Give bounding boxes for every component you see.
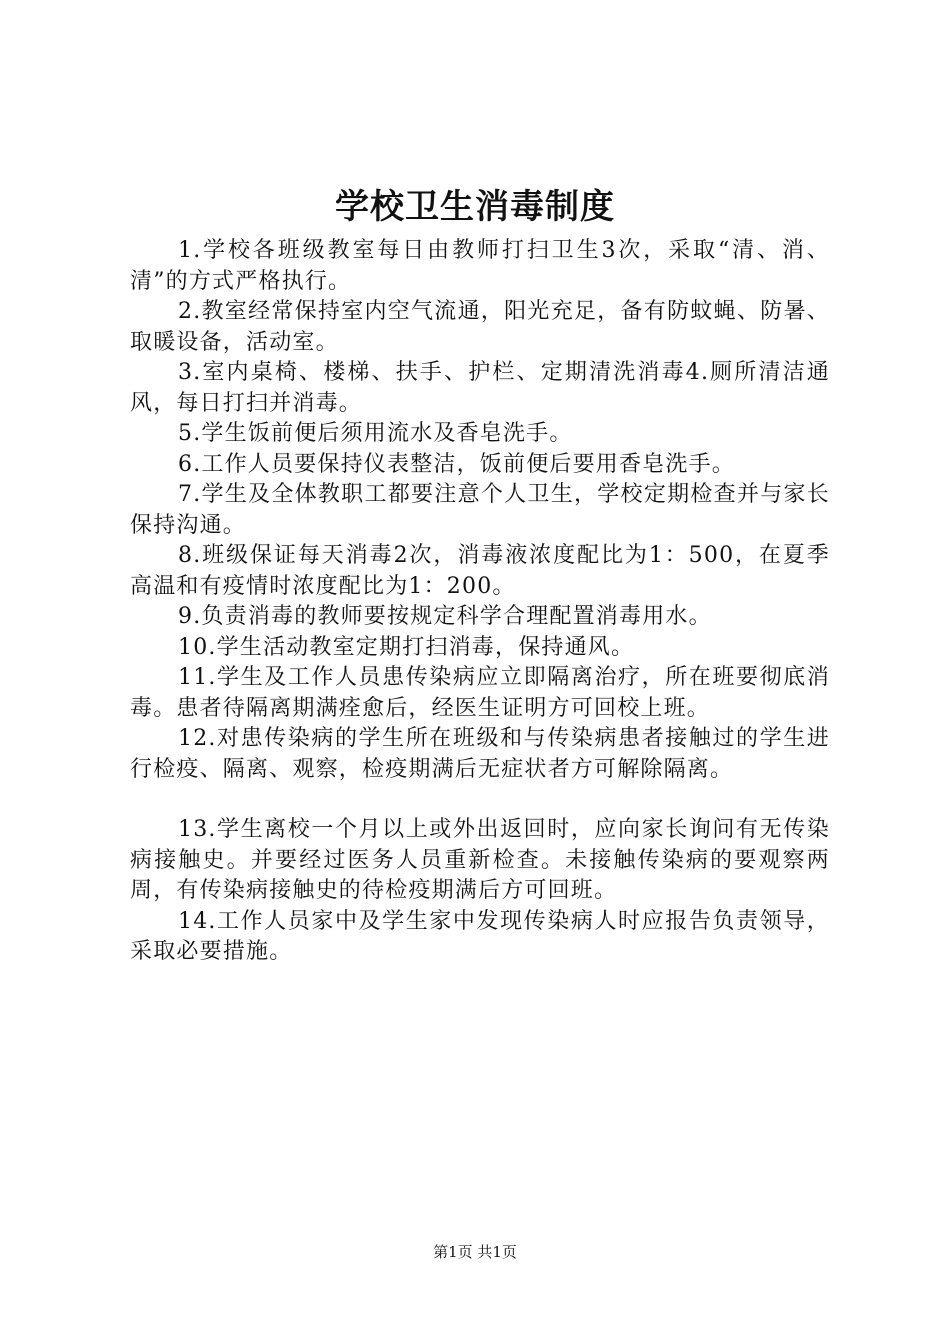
paragraph-8: 8.班级保证每天消毒2次，消毒液浓度配比为1：500，在夏季高温和有疫情时浓度配比为1：200。 xyxy=(130,543,830,599)
paragraph-6: 6.工作人员要保持仪表整洁，饭前便后要用香皂洗手。 xyxy=(178,451,735,477)
document-title: 学校卫生消毒制度 xyxy=(335,187,615,227)
paragraph-13: 13.学生离校一个月以上或外出返回时，应向家长询问有无传染病接触史。并要经过医务人员重新检查。未接触传染病的要观察两周，有传染病接触史的待检疫期满后方可回班。 xyxy=(130,817,830,903)
page-footer: 第1页 共1页 xyxy=(433,1243,517,1261)
paragraph-7: 7.学生及全体教职工都要注意个人卫生，学校定期检查并与家长保持沟通。 xyxy=(130,482,830,538)
paragraph-11: 11.学生及工作人员患传染病应立即隔离治疗，所在班要彻底消毒。患者待隔离期满痊愈后，经医生证明方可回校上班。 xyxy=(130,665,830,721)
paragraph-1: 1.学校各班级教室每日由教师打扫卫生3次，采取“清、消、清”的方式严格执行。 xyxy=(130,238,830,294)
paragraph-5: 5.学生饭前便后须用流水及香皂洗手。 xyxy=(178,421,573,446)
paragraph-3: 3.室内桌椅、楼梯、扶手、护栏、定期清洗消毒4.厕所清洁通风，每日打扫并消毒。 xyxy=(130,360,830,416)
paragraph-2: 2.教室经常保持室内空气流通，阳光充足，备有防蚊蝇、防暑、取暖设备，活动室。 xyxy=(130,299,830,355)
paragraph-14: 14.工作人员家中及学生家中发现传染病人时应报告负责领导，采取必要措施。 xyxy=(130,908,830,964)
paragraph-12: 12.对患传染病的学生所在班级和与传染病患者接触过的学生进行检疫、隔离、观察，检疫期满后无症状者方可解除隔离。 xyxy=(130,726,830,782)
paragraph-9: 9.负责消毒的教师要按规定科学合理配置消毒用水。 xyxy=(178,604,712,629)
paragraph-10: 10.学生活动教室定期打扫消毒，保持通风。 xyxy=(178,634,635,660)
document-body xyxy=(130,236,830,968)
